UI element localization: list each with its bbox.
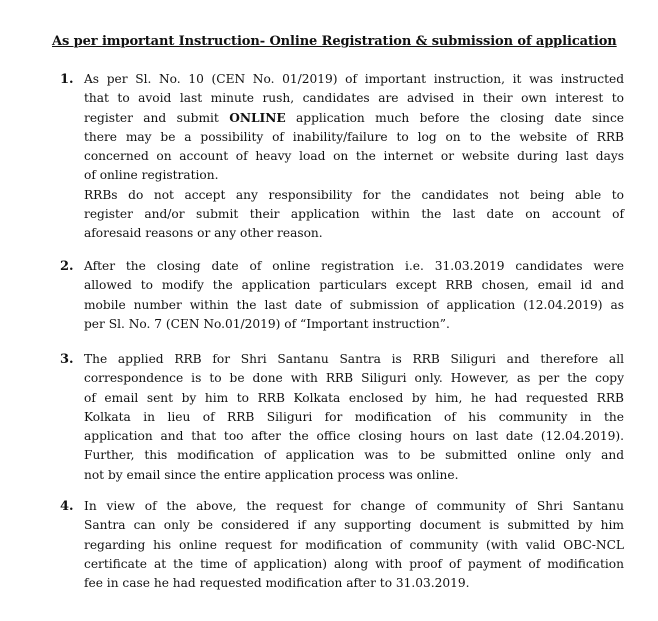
text-line: per Sl. No. 7 (CEN No.01/2019) of “Important instruction”. [84, 316, 450, 331]
text-line: mobile number within the last date of submission of application (12.04.2019) as [84, 297, 624, 312]
text-line: Santra can only be considered if any supporting document is submitted by him [84, 518, 624, 533]
text-line: register and/or submit their application within the last date on account of [84, 207, 624, 222]
text-line: As per Sl. No. 10 (CEN No. 01/2019) of important instruction, it was instructed [84, 72, 624, 86]
item-text [84, 497, 624, 593]
item-number: 4. [60, 499, 74, 514]
item-number: 2. [60, 259, 74, 274]
text-segment: application much before the closing date since [285, 110, 624, 125]
text-line: regarding his online request for modification of community (with valid OBC-NCL [84, 537, 624, 552]
text-line: not by email since the entire application process was online. [84, 467, 459, 482]
item-text [84, 350, 624, 485]
item-text [84, 70, 624, 244]
text-segment: register and submit [84, 110, 230, 125]
text-line: allowed to modify the application particulars except RRB chosen, email id and [84, 278, 624, 293]
text-line [84, 109, 624, 128]
text-line: RRBs do not accept any responsibility for the candidates not being able to [84, 187, 624, 202]
text-line: aforesaid reasons or any other reason. [84, 226, 323, 241]
item-number: 3. [60, 352, 74, 367]
text-line: After the closing date of online registration i.e. 31.03.2019 candidates were [84, 259, 624, 273]
text-line: correspondence is to be done with RRB Siliguri only. However, as per the copy [84, 371, 624, 386]
text-line: certificate at the time of application) along with proof of payment of modification [84, 556, 624, 571]
text-line: of email sent by him to RRB Kolkata enclosed by him, he had requested RRB [84, 390, 624, 405]
item-text [84, 257, 624, 334]
text-line: there may be a possibility of inability/failure to log on to the website of RRB [84, 129, 624, 144]
text-line: application and that too after the office closing hours on last date (12.04.2019). [84, 429, 624, 444]
text-line: of online registration. [84, 168, 219, 183]
text-line: The applied RRB for Shri Santanu Santra is RRB Siliguri and therefore all [84, 352, 624, 366]
text-line: In view of the above, the request for change of community of Shri Santanu [84, 499, 624, 513]
emphasis-text: ONLINE [229, 110, 286, 125]
section-heading: As per important Instruction- Online Registration & submission of application [52, 34, 617, 49]
text-line: Further, this modification of application was to be submitted online only and [84, 448, 624, 463]
text-line: fee in case he had requested modification after to 31.03.2019. [84, 576, 470, 591]
text-line: concerned on account of heavy load on the internet or website during last days [84, 149, 624, 164]
text-line: Kolkata in lieu of RRB Siliguri for modification of his community in the [84, 409, 624, 424]
item-number: 1. [60, 72, 74, 87]
text-line: that to avoid last minute rush, candidates are advised in their own interest to [84, 91, 624, 106]
